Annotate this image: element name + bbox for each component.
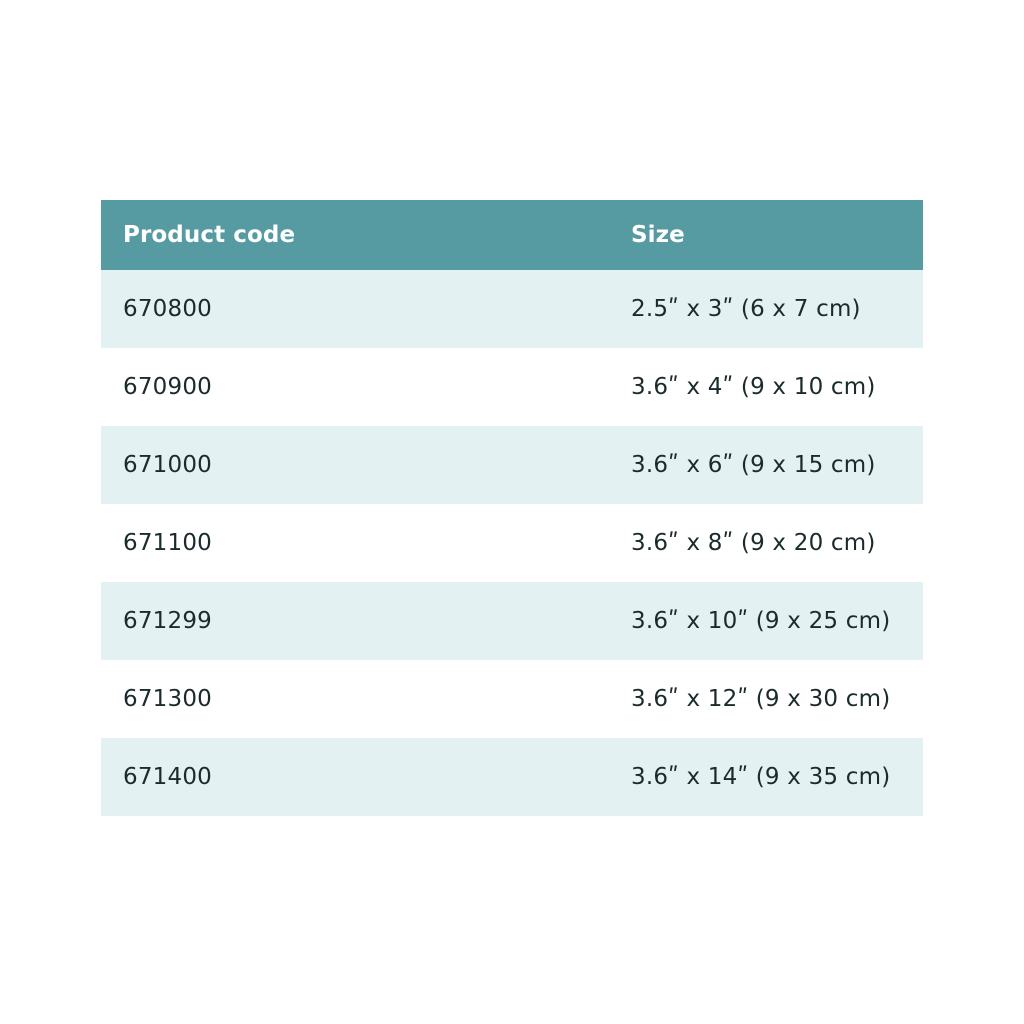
table-row [101,270,923,348]
cell-size: 3.6ʺ x 4ʺ (9 x 10 cm) [631,348,923,426]
cell-size: 2.5ʺ x 3ʺ (6 x 7 cm) [631,270,923,348]
cell-product-code: 671300 [101,660,631,738]
product-size-table [101,200,923,816]
cell-size: 3.6ʺ x 14ʺ (9 x 35 cm) [631,738,923,816]
table-header [101,200,923,270]
table-row [101,504,923,582]
cell-size: 3.6ʺ x 8ʺ (9 x 20 cm) [631,504,923,582]
cell-size: 3.6ʺ x 12ʺ (9 x 30 cm) [631,660,923,738]
cell-size: 3.6ʺ x 10ʺ (9 x 25 cm) [631,582,923,660]
column-header-product-code: Product code [101,200,631,270]
table-row [101,582,923,660]
table-header-row [101,200,923,270]
cell-size: 3.6ʺ x 6ʺ (9 x 15 cm) [631,426,923,504]
cell-product-code: 670900 [101,348,631,426]
cell-product-code: 670800 [101,270,631,348]
cell-product-code: 671299 [101,582,631,660]
table-row [101,348,923,426]
column-header-size: Size [631,200,923,270]
table-row [101,660,923,738]
cell-product-code: 671100 [101,504,631,582]
table-row [101,738,923,816]
table-body [101,270,923,816]
cell-product-code: 671400 [101,738,631,816]
table-row [101,426,923,504]
cell-product-code: 671000 [101,426,631,504]
